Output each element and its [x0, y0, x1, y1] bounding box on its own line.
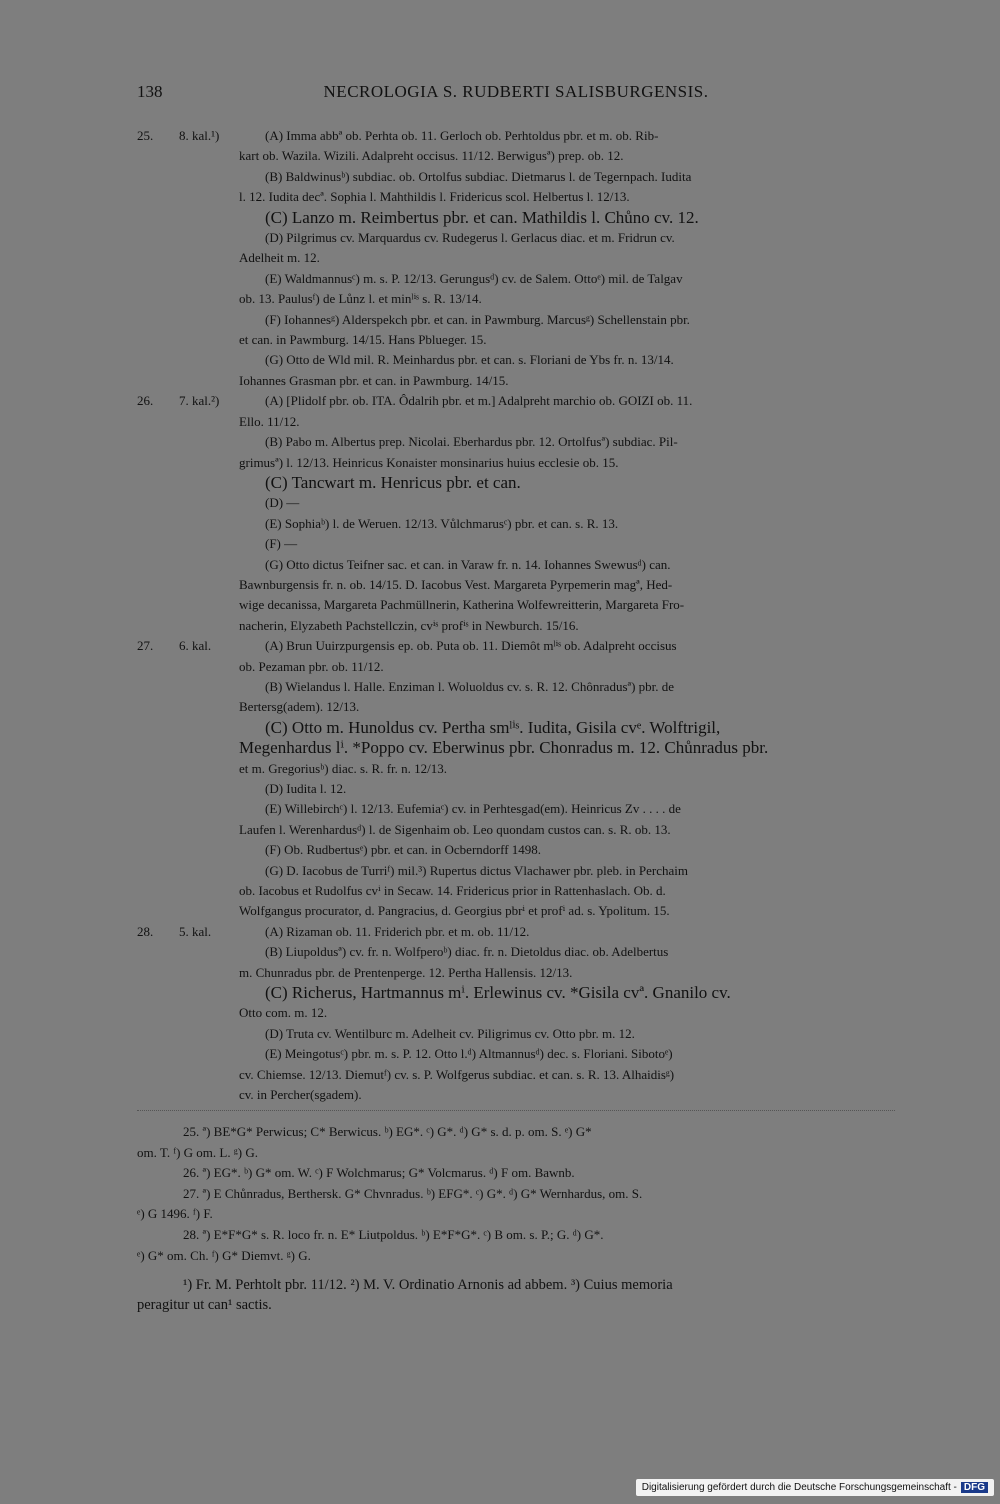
day-number: 28.	[137, 923, 154, 939]
text-line: (G) Otto de Wld mil. R. Meinhardus pbr. et can. s. Floriani de Ybs fr. n. 13/14.	[265, 352, 674, 368]
text-line: (B) Wielandus l. Halle. Enziman l. Woluoldus cv. s. R. 12. Chônradusª) pbr. de	[265, 678, 675, 694]
apparatus-notes	[137, 1122, 895, 1266]
funding-banner[interactable]	[636, 1479, 994, 1496]
text-line: (E) Meingotusᶜ) pbr. m. s. P. 12. Otto l.ᵈ) Altmannusᵈ) dec. s. Floriani. Sibotoᵉ)	[265, 1046, 673, 1062]
text-line: (C) Lanzo m. Reimbertus pbr. et can. Mathildis l. Chůno cv. 12.	[265, 207, 699, 227]
kalends-label: 6. kal.	[179, 638, 212, 654]
footnote-line: ¹) Fr. M. Perhtolt pbr. 11/12. ²) M. V. Ordinatio Arnonis ad abbem. ³) Cuius memoria	[183, 1277, 673, 1293]
footnote-line: peragitur ut can¹ sactis.	[137, 1297, 272, 1313]
note-line: 25. ª) BE*G* Perwicus; C* Berwicus. ᵇ) EG*. ᶜ) G*. ᵈ) G* s. d. p. om. S. ᵉ) G*	[183, 1124, 592, 1139]
footnotes	[137, 1275, 895, 1315]
text-line: Bertersg(adem). 12/13.	[239, 699, 360, 715]
note-line: 26. ª) EG*. ᵇ) G* om. W. ᶜ) F Wolchmarus; G* Volcmarus. ᵈ) F om. Bawnb.	[183, 1165, 575, 1181]
page-number: 138	[137, 82, 163, 101]
text-line: Laufen l. Werenhardusᵈ) l. de Sigenhaim ob. Leo quondam custos can. s. R. ob. 13.	[239, 821, 671, 837]
text-line: nacherin, Elyzabeth Pachstellczin, cvⁱˢ profⁱˢ in Newburch. 15/16.	[239, 617, 579, 633]
day-number: 25.	[137, 128, 154, 143]
text-line: (F) —	[265, 536, 298, 552]
text-line: (B) Pabo m. Albertus prep. Nicolai. Eberhardus pbr. 12. Ortolfusª) subdiac. Pil-	[265, 434, 678, 450]
text-line: Wolfgangus procurator, d. Pangracius, d. Georgius pbrⁱ et profⁱ ad. s. Ypolitum. 15.	[239, 903, 670, 919]
text-line: (C) Richerus, Hartmannus mⁱ. Erlewinus cv. *Gisila cvª. Gnanilo cv.	[265, 983, 731, 1003]
text-line: (B) Liupoldusª) cv. fr. n. Wolfperoᵇ) diac. fr. n. Dietoldus diac. ob. Adelbertus	[265, 944, 669, 960]
necrology-text	[137, 126, 895, 1106]
text-line: Bawnburgensis fr. n. ob. 14/15. D. Iacobus Vest. Margareta Pyrpemerin magª, Hed-	[239, 576, 673, 592]
text-line: Ello. 11/12.	[239, 413, 300, 429]
day-label	[137, 126, 257, 146]
day-entry	[137, 391, 895, 636]
text-line: (D) Truta cv. Wentilburc m. Adelheit cv. Piligrimus cv. Otto pbr. m. 12.	[265, 1025, 635, 1041]
text-line: (D) Iudita l. 12.	[265, 781, 347, 796]
text-line: Iohannes Grasman pbr. et can. in Pawmburg. 14/15.	[239, 372, 509, 388]
text-line: (E) Waldmannusᶜ) m. s. P. 12/13. Gerungusᵈ) cv. de Salem. Ottoᵉ) mil. de Talgav	[265, 270, 683, 286]
text-line: ob. Iacobus et Rudolfus cvⁱ in Secaw. 14. Fridericus prior in Rattenhaslach. Ob. d.	[239, 883, 666, 899]
day-number: 27.	[137, 638, 154, 654]
text-line: cv. Chiemse. 12/13. Diemutᶠ) cv. s. P. Wolfgerus subdiac. et can. s. R. 13. Alhaidisᵍ)	[239, 1066, 675, 1082]
text-line: kart ob. Wazila. Wizili. Adalpreht occisus. 11/12. Berwigusª) prep. ob. 12.	[239, 148, 624, 164]
text-line: (G) Otto dictus Teifner sac. et can. in Varaw fr. n. 14. Iohannes Swewusᵈ) can.	[265, 556, 671, 572]
text-line: wige decanissa, Margareta Pachmüllnerin, Katherina Wolfewreitterin, Margareta Fro-	[239, 597, 685, 613]
day-entry	[137, 922, 895, 1106]
funding-banner-text: Digitalisierung gefördert durch die Deutsche Forschungsgemeinschaft -	[641, 1482, 957, 1493]
text-line: (E) Willebirchᶜ) l. 12/13. Eufemiaᶜ) cv. in Perhtesgad(em). Heinricus Zv . . . . de	[265, 801, 681, 817]
text-line: (A) Rizaman ob. 11. Friderich pbr. et m. ob. 11/12.	[265, 923, 530, 939]
page-title: NECROLOGIA S. RUDBERTI SALISBURGENSIS.	[323, 82, 709, 101]
note-line: ᵉ) G 1496. ᶠ) F.	[137, 1206, 213, 1222]
dfg-logo: DFG	[961, 1482, 988, 1493]
text-line: cv. in Percher(sgadem).	[239, 1087, 362, 1103]
text-line: (A) Brun Uuirzpurgensis ep. ob. Puta ob. 11. Diemôt mˡⁱˢ ob. Adalpreht occisus	[265, 638, 677, 654]
text-line: (D) —	[265, 495, 300, 511]
day-entry	[137, 126, 895, 391]
text-line: et m. Gregoriusᵇ) diac. s. R. fr. n. 12/13.	[239, 760, 448, 776]
day-label	[137, 391, 257, 411]
kalends-label: 5. kal.	[179, 923, 212, 939]
text-line: (A) [Plidolf pbr. ob. ITA. Ôdalrih pbr. et m.] Adalpreht marchio ob. GOIZI ob. 11.	[265, 393, 693, 409]
text-line: Megenhardus lⁱ. *Poppo cv. Eberwinus pbr. Chonradus m. 12. Chůnradus pbr.	[239, 738, 769, 758]
day-number: 26.	[137, 393, 154, 409]
text-line: (F) Ob. Rudbertusᵉ) pbr. et can. in Ocberndorff 1498.	[265, 842, 542, 858]
text-line: Otto com. m. 12.	[239, 1005, 328, 1021]
text-line: (C) Tancwart m. Henricus pbr. et can.	[265, 472, 521, 492]
day-label	[137, 636, 257, 656]
text-line: (A) Imma abbª ob. Perhta ob. 11. Gerloch ob. Perhtoldus pbr. et m. ob. Rib-	[265, 128, 659, 143]
note-line: 28. ª) E*F*G* s. R. loco fr. n. E* Liutpoldus. ᵇ) E*F*G*. ᶜ) B om. s. P.; G. ᵈ) G*.	[183, 1226, 604, 1242]
day-entry	[137, 636, 895, 922]
notes-divider	[137, 1110, 895, 1111]
note-line: 27. ª) E Chůnradus, Berthersk. G* Chvnradus. ᵇ) EFG*. ᶜ) G*. ᵈ) G* Wernhardus, om. S.	[183, 1185, 643, 1201]
text-line: (D) Pilgrimus cv. Marquardus cv. Rudegerus l. Gerlacus diac. et m. Fridrun cv.	[265, 230, 675, 246]
text-line: (C) Otto m. Hunoldus cv. Pertha smˡⁱˢ. Iudita, Gisila cvᵉ. Wolftrigil,	[265, 717, 721, 737]
kalends-label: 8. kal.¹)	[179, 128, 220, 143]
text-line: m. Chunradus pbr. de Prentenperge. 12. Pertha Hallensis. 12/13.	[239, 964, 573, 980]
note-line: om. T. ᶠ) G om. L. ᵍ) G.	[137, 1144, 258, 1160]
kalends-label: 7. kal.²)	[179, 393, 220, 409]
text-line: l. 12. Iudita decª. Sophia l. Mahthildis l. Fridericus scol. Helbertus l. 12/13.	[239, 189, 630, 205]
text-line: (E) Sophiaᵇ) l. de Weruen. 12/13. Vůlchmarusᶜ) pbr. et can. s. R. 13.	[265, 515, 619, 531]
text-line: (G) D. Iacobus de Turriᶠ) mil.³) Rupertus dictus Vlachawer pbr. pleb. in Perchaim	[265, 862, 689, 878]
text-line: Adelheit m. 12.	[239, 250, 320, 266]
text-line: grimusª) l. 12/13. Heinricus Konaister monsinarius huius ecclesie ob. 15.	[239, 454, 619, 470]
running-header	[137, 82, 895, 106]
text-line: et can. in Pawmburg. 14/15. Hans Pblueger. 15.	[239, 332, 487, 348]
text-line: (F) Iohannesᵍ) Alderspekch pbr. et can. in Pawmburg. Marcusᵍ) Schellenstain pbr.	[265, 311, 690, 327]
text-line: (B) Baldwinusᵇ) subdiac. ob. Ortolfus subdiac. Dietmarus l. de Tegernpach. Iudita	[265, 168, 692, 184]
note-line: ᵉ) G* om. Ch. ᶠ) G* Diemvt. ᵍ) G.	[137, 1247, 311, 1263]
text-line: ob. Pezaman pbr. ob. 11/12.	[239, 658, 384, 674]
day-label	[137, 922, 257, 942]
text-line: ob. 13. Paulusᶠ) de Lůnz l. et minˡⁱˢ s. R. 13/14.	[239, 291, 482, 307]
